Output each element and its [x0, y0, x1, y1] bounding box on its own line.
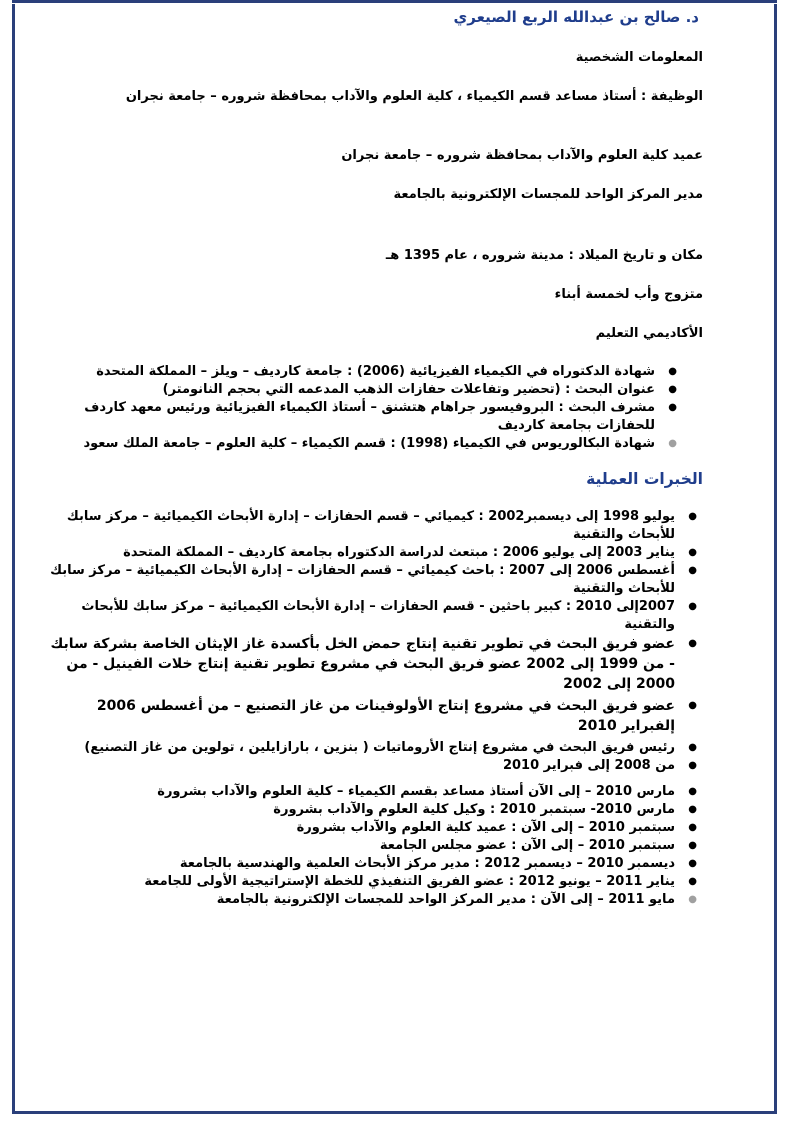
bullet-icon: ● [688, 804, 697, 815]
list-item: ● سبتمبر 2010 – إلى الآن : عضو مجلس الجامعة [379, 838, 697, 853]
bullet-icon: ● [668, 366, 677, 377]
list-item: ● عضو فريق البحث في مشروع إنتاج الأولوفينات من غاز التصنيع – من أغسطس 2006 إلفبراير 2010 [96, 698, 697, 734]
list-item: ● عنوان البحث : (تحضير وتفاعلات حفازات الذهب المدعمه التي بحجم النانومتر) [162, 382, 677, 397]
bullet-icon: ● [688, 638, 697, 649]
bullet-icon: ● [688, 742, 697, 753]
academic-heading: الأكاديمي التعليم [595, 326, 703, 341]
family-line: متزوج وأب لخمسة أبناء [554, 287, 703, 302]
experience-list [50, 508, 703, 775]
bullet-icon: ● [688, 822, 697, 833]
experience-heading: الخبرات العملية [586, 470, 703, 488]
director-line: مدير المركز الواحد للمجسات الإلكترونية بالجامعة [393, 187, 703, 202]
list-item: ● ديسمبر 2010 – ديسمبر 2012 : مدير مركز الأبحاث العلمية والهندسية بالجامعة [179, 856, 697, 871]
personal-info-heading: المعلومات الشخصية [575, 50, 703, 65]
bullet-icon: ● [688, 760, 697, 771]
bullet-icon: ● [668, 402, 677, 413]
bullet-icon: ● [688, 511, 697, 522]
list-item: ● شهادة الدكتوراه في الكيمياء الفيزيائية (2006) : جامعة كارديف – ويلز – المملكة المتحدة [96, 364, 677, 379]
list-item: ● من 2008 إلى فبراير 2010 [502, 758, 697, 773]
cv-document [50, 8, 703, 909]
list-item: ● مارس 2010- سبتمبر 2010 : وكيل كلية العلوم والآداب بشرورة [273, 802, 697, 817]
positions-list [50, 783, 703, 909]
bullet-icon: ● [668, 384, 677, 395]
bullet-icon: ● [688, 786, 697, 797]
list-item: ● مشرف البحث : البروفيسور جراهام هتشنق – أستاذ الكيمياء الفيزيائية ورئيس معهد كاردف للحفازات بجامعة كارديف [84, 400, 677, 433]
list-item: ● رئيس فريق البحث في مشروع إنتاج الأروماتيات ( بنزين ، بارازايلين ، تولوين من غاز التصنيع) [84, 740, 697, 755]
list-item: ● يناير 2003 إلى يوليو 2006 : مبتعث لدراسة الدكتوراه بجامعة كارديف – المملكة المتحدة [123, 545, 697, 560]
list-item: ● 2007إلى 2010 : كبير باحثين - قسم الحفازات – إدارة الأبحاث الكيميائية – مركز سابك للأبحاث والتقنية [81, 599, 697, 632]
list-item: ● عضو فريق البحث في تطوير تقنية إنتاج حمض الخل بأكسدة غاز الإيثان الخاصة بشركة سابك - من 1999 إلى 2002 عضو فريق البحث في مشروع تطوير تقنية إنتاج خلات الفينيل - من 2000 إلى 2002 [50, 636, 697, 692]
bullet-icon: ● [688, 858, 697, 869]
page-title: د. صالح بن عبدالله الربع الصيعري [453, 8, 699, 26]
bullet-icon: ● [688, 565, 697, 576]
list-item: ● سبتمبر 2010 – إلى الآن : عميد كلية العلوم والآداب بشرورة [296, 820, 697, 835]
education-list [50, 363, 703, 453]
bullet-icon: ● [688, 840, 697, 851]
list-item: ● يوليو 1998 إلى ديسمبر2002 : كيميائي – قسم الحفازات – إدارة الأبحاث الكيميائية – مركز سابك للأبحاث والتقنية [66, 509, 697, 542]
dean-line: عميد كلية العلوم والآداب بمحافظة شروره – جامعة نجران [341, 148, 703, 163]
list-item: ● شهادة البكالوريوس في الكيمياء (1998) : قسم الكيمياء – كلية العلوم – جامعة الملك سعود [83, 436, 677, 451]
bullet-icon: ● [668, 438, 677, 449]
list-item: ● مارس 2010 – إلى الآن أستاذ مساعد بقسم الكيمياء – كلية العلوم والآداب بشرورة [157, 784, 697, 799]
list-item: ● أغسطس 2006 إلى 2007 : باحث كيميائي – قسم الحفازات – إدارة الأبحاث الكيميائية – مركز سابك للأبحاث والتقنية [50, 563, 697, 596]
bullet-icon: ● [688, 876, 697, 887]
birth-line: مكان و تاريخ الميلاد : مدينة شروره ، عام 1395 هـ [385, 248, 703, 263]
bullet-icon: ● [688, 601, 697, 612]
list-item: ● مايو 2011 – إلى الآن : مدير المركز الواحد للمجسات الإلكترونية بالجامعة [216, 892, 697, 907]
bullet-icon: ● [688, 547, 697, 558]
list-item: ● يناير 2011 – يونيو 2012 : عضو الفريق التنفيذي للخطة الإستراتيجية الأولى للجامعة [144, 874, 697, 889]
bullet-icon: ● [688, 700, 697, 711]
job-line: الوظيفة : أستاذ مساعد قسم الكيمياء ، كلية العلوم والآداب بمحافظة شروره – جامعة نجران [125, 89, 703, 104]
bullet-icon: ● [688, 894, 697, 905]
